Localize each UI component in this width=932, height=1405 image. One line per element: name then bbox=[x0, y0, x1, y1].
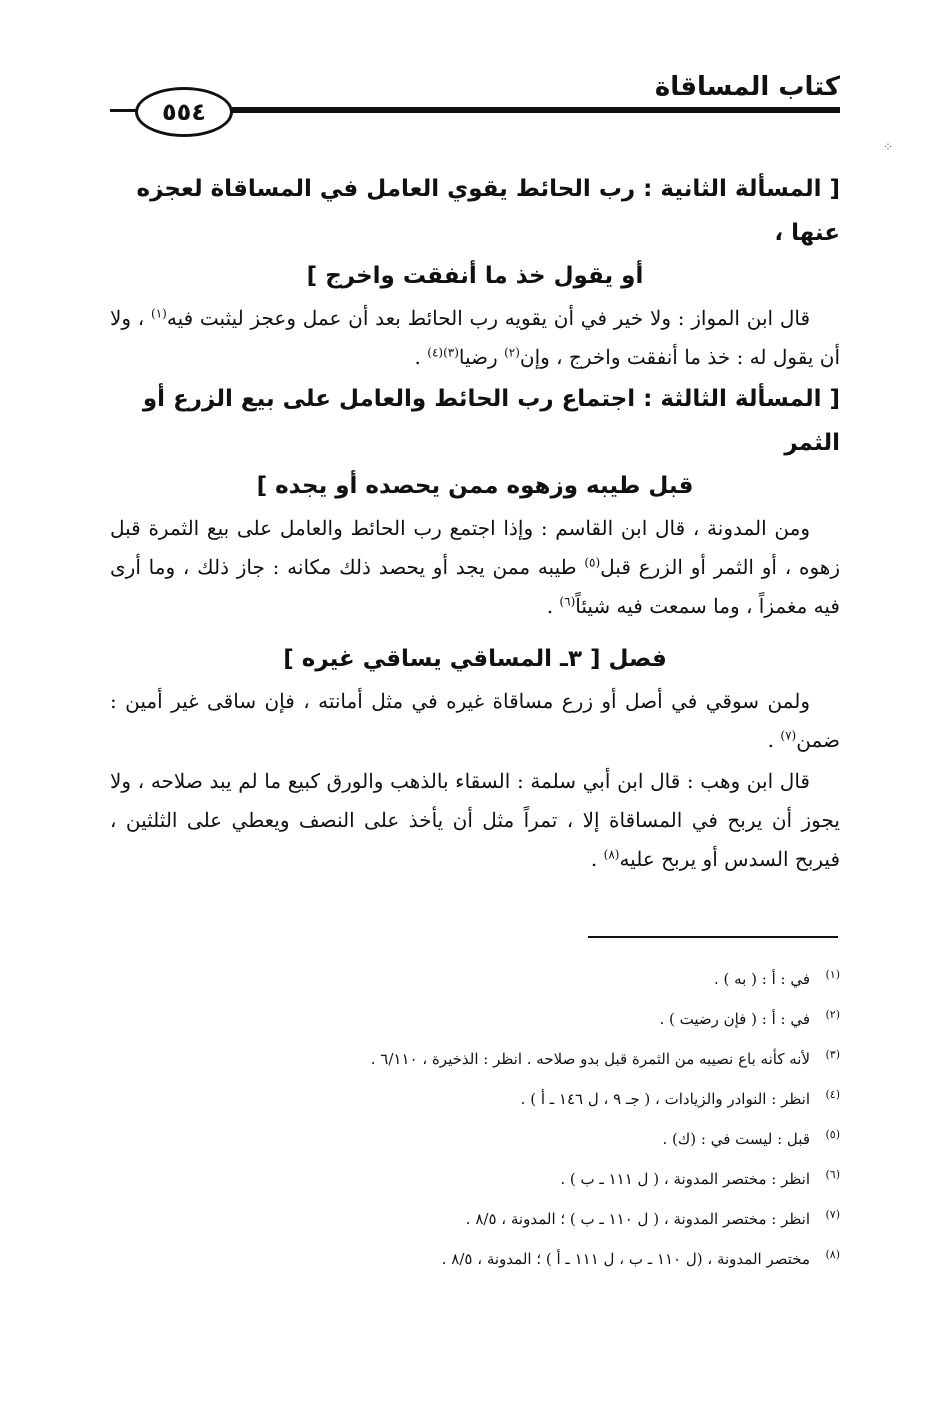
footnote-number: (١) bbox=[825, 968, 840, 981]
footnote-text: انظر : مختصر المدونة ، ( ل ١١٠ ـ ب ) ؛ المدونة ، ٨/٥ . bbox=[465, 1210, 810, 1228]
text-run: قال ابن المواز : ولا خير في أن يقويه رب الحائط بعد أن عمل وعجز ليثبت فيه bbox=[166, 306, 811, 331]
footnote-ref: (٧) bbox=[780, 728, 797, 743]
footnote bbox=[240, 1115, 840, 1155]
footnote-text: قبل : ليست في : (ك) . bbox=[662, 1130, 810, 1148]
text-run: . bbox=[414, 345, 428, 370]
text-run: . bbox=[767, 727, 781, 752]
chapter-heading: فصل [ ٣ـ المساقي يساقي غيره ] bbox=[283, 646, 667, 672]
scan-mark: ⁘ bbox=[883, 140, 894, 154]
header-rule bbox=[215, 107, 840, 113]
footnote-number: (٤) bbox=[825, 1088, 840, 1101]
issue-three-heading bbox=[110, 378, 840, 509]
footnote-ref: (٥) bbox=[584, 555, 601, 570]
footnote-number: (٥) bbox=[825, 1128, 840, 1141]
footnote-number: (٢) bbox=[825, 1008, 840, 1021]
issue-three-paragraph bbox=[110, 509, 840, 626]
text-run: طيبه ممن يجد أو يحصد ذلك مكانه : جاز ذلك ، وما أرى فيه مغمزاً ، وما سمعت فيه شيئاً bbox=[110, 555, 840, 619]
footnote-text: لأنه كأنه باع نصيبه من الثمرة قبل بدو صلاحه . انظر : الذخيرة ، ٦/١١٠ . bbox=[370, 1050, 810, 1068]
footnote bbox=[240, 1155, 840, 1195]
footnote-text: في : أ : ( به ) . bbox=[713, 970, 810, 988]
heading-line-1: [ المسألة الثالثة : اجتماع رب الحائط والعامل على بيع الزرع أو الثمر bbox=[142, 386, 840, 456]
issue-two-paragraph bbox=[110, 299, 840, 377]
footnote-text: انظر : النوادر والزيادات ، ( جـ ٩ ، ل ١٤٦ ـ أ ) . bbox=[520, 1090, 810, 1108]
ibn-wahb-passage bbox=[110, 762, 840, 879]
footnote bbox=[240, 955, 840, 995]
page-number: ٥٥٤ bbox=[135, 87, 233, 137]
footnote-ref: (٣)(٤) bbox=[427, 345, 459, 360]
footnote bbox=[240, 1075, 840, 1115]
footnotes bbox=[240, 955, 840, 1275]
footnote-number: (٨) bbox=[825, 1248, 840, 1261]
issue-three bbox=[110, 378, 840, 626]
footnote bbox=[240, 1195, 840, 1235]
text-run: ، ولا أن يقول له : خذ ما أنفقت واخرج ، وإن bbox=[110, 306, 840, 370]
text-run: . bbox=[546, 594, 560, 619]
chapter-three bbox=[110, 638, 840, 760]
footnote-text: في : أ : ( فإن رضيت ) . bbox=[659, 1010, 810, 1028]
footnote-ref: (١) bbox=[151, 306, 167, 321]
footnote bbox=[240, 1035, 840, 1075]
footnote-ref: (٨) bbox=[603, 847, 620, 862]
footnote-number: (٦) bbox=[825, 1168, 840, 1181]
heading-line-2: أو يقول خذ ما أنفقت واخرج ] bbox=[306, 263, 644, 290]
text-run: . bbox=[590, 847, 604, 871]
ibn-wahb-paragraph bbox=[110, 762, 840, 879]
text-run: قال ابن وهب : قال ابن أبي سلمة : السقاء بالذهب والورق كبيع ما لم يبد صلاحه ، ولا يجوز أن يربح في المساقاة إلا ، تمراً مثل أن يأخذ على النصف ويعطي على الثلثين ، فيربح السدس أو يربح عليه bbox=[110, 769, 840, 871]
footnote-number: (٣) bbox=[825, 1048, 840, 1061]
issue-two-heading bbox=[110, 168, 840, 299]
footnote bbox=[240, 995, 840, 1035]
footnote bbox=[240, 1235, 840, 1275]
page-header bbox=[110, 72, 840, 142]
chapter-paragraph bbox=[110, 682, 840, 760]
running-title: كتاب المساقاة bbox=[654, 72, 840, 102]
footnote-text: مختصر المدونة ، (ل ١١٠ ـ ب ، ل ١١١ ـ أ ) ؛ المدونة ، ٨/٥ . bbox=[441, 1250, 810, 1268]
footnote-ref: (٢) bbox=[504, 345, 520, 360]
text-run: ولمن سوقي في أصل أو زرع مساقاة غيره في مثل أمانته ، فإن ساقى غير أمين : ضمن bbox=[110, 688, 840, 752]
text-run: رضيا bbox=[458, 345, 505, 370]
heading-line-2: قبل طيبه وزهوه ممن يحصده أو يجده ] bbox=[256, 473, 694, 500]
footnote-ref: (٦) bbox=[559, 594, 576, 609]
heading-line-1: [ المسألة الثانية : رب الحائط يقوي العامل في المساقاة لعجزه عنها ، bbox=[136, 176, 840, 246]
footnote-number: (٧) bbox=[825, 1208, 840, 1221]
text-run: ومن المدونة ، قال ابن القاسم : وإذا اجتمع رب الحائط والعامل على بيع الثمرة قبل زهوه ، أو الثمر أو الزرع قبل bbox=[110, 516, 840, 580]
issue-two bbox=[110, 168, 840, 377]
footnote-separator bbox=[588, 936, 838, 938]
footnote-text: انظر : مختصر المدونة ، ( ل ١١١ ـ ب ) . bbox=[560, 1170, 810, 1188]
